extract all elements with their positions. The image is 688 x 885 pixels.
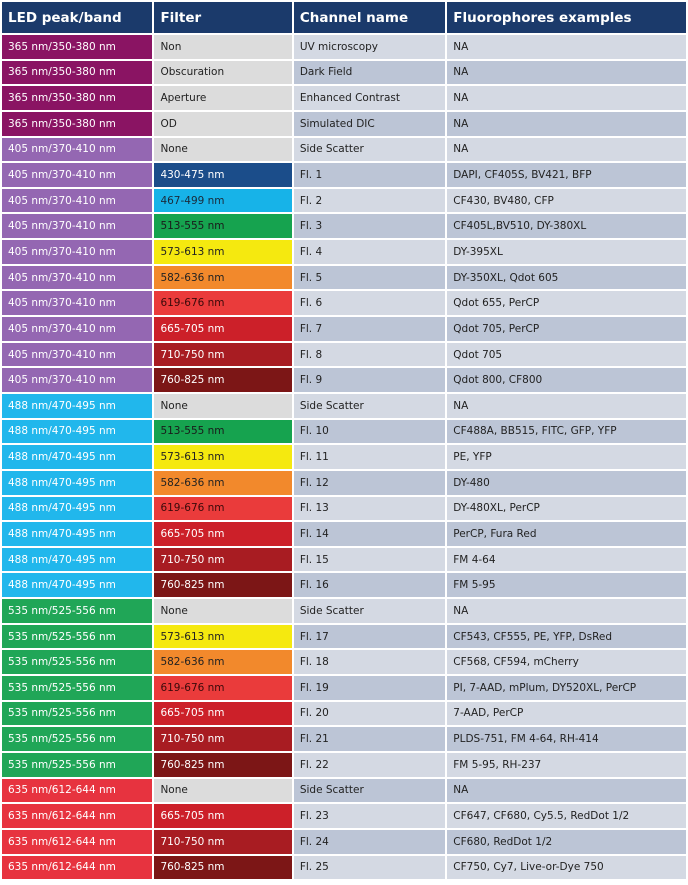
led-cell: 405 nm/370-410 nm <box>2 240 152 264</box>
header-channel: Channel name <box>294 2 445 33</box>
channel-cell: Fl. 13 <box>294 497 445 521</box>
led-cell: 405 nm/370-410 nm <box>2 317 152 341</box>
fluorophore-cell: Qdot 705 <box>447 343 686 367</box>
led-cell: 488 nm/470-495 nm <box>2 573 152 597</box>
channel-cell: Fl. 10 <box>294 420 445 444</box>
channel-cell: Fl. 3 <box>294 214 445 238</box>
channel-cell: Fl. 12 <box>294 471 445 495</box>
channel-cell: Fl. 7 <box>294 317 445 341</box>
fluorophore-cell: PE, YFP <box>447 445 686 469</box>
filter-cell: 760-825 nm <box>154 573 291 597</box>
fluorophore-cell: CF568, CF594, mCherry <box>447 650 686 674</box>
led-cell: 488 nm/470-495 nm <box>2 548 152 572</box>
fluorophore-cell: DAPI, CF405S, BV421, BFP <box>447 163 686 187</box>
table-row <box>2 112 686 136</box>
filter-cell: None <box>154 779 291 803</box>
filter-cell: 582-636 nm <box>154 471 291 495</box>
led-cell: 635 nm/612-644 nm <box>2 830 152 854</box>
channel-cell: Fl. 6 <box>294 291 445 315</box>
channel-cell: Fl. 25 <box>294 856 445 880</box>
filter-cell: 467-499 nm <box>154 189 291 213</box>
filter-cell: 573-613 nm <box>154 625 291 649</box>
led-cell: 635 nm/612-644 nm <box>2 804 152 828</box>
led-cell: 365 nm/350-380 nm <box>2 61 152 85</box>
table-row <box>2 343 686 367</box>
filter-cell: 513-555 nm <box>154 214 291 238</box>
header-row <box>2 2 686 33</box>
fluorophore-cell: NA <box>447 61 686 85</box>
channel-cell: Fl. 17 <box>294 625 445 649</box>
fluorophore-cell: NA <box>447 394 686 418</box>
fluorophore-cell: DY-480 <box>447 471 686 495</box>
header-filter: Filter <box>154 2 291 33</box>
table-row <box>2 61 686 85</box>
led-cell: 535 nm/525-556 nm <box>2 625 152 649</box>
channel-cell: Fl. 18 <box>294 650 445 674</box>
filter-cell: 710-750 nm <box>154 727 291 751</box>
filter-cell: OD <box>154 112 291 136</box>
fluorophore-cell: CF430, BV480, CFP <box>447 189 686 213</box>
channel-cell: Fl. 23 <box>294 804 445 828</box>
fluorophore-cell: DY-350XL, Qdot 605 <box>447 266 686 290</box>
channel-cell: Fl. 20 <box>294 702 445 726</box>
channel-cell: Fl. 11 <box>294 445 445 469</box>
table-row <box>2 753 686 777</box>
fluorophore-cell: NA <box>447 112 686 136</box>
filter-cell: 760-825 nm <box>154 368 291 392</box>
led-cell: 405 nm/370-410 nm <box>2 343 152 367</box>
table-row <box>2 497 686 521</box>
filter-cell: 582-636 nm <box>154 650 291 674</box>
header-fluorophores: Fluorophores examples <box>447 2 686 33</box>
filter-cell: 573-613 nm <box>154 240 291 264</box>
table-row <box>2 445 686 469</box>
channel-cell: Fl. 2 <box>294 189 445 213</box>
fluorophore-cell: CF750, Cy7, Live-or-Dye 750 <box>447 856 686 880</box>
led-cell: 365 nm/350-380 nm <box>2 35 152 59</box>
channel-cell: Fl. 16 <box>294 573 445 597</box>
table-row <box>2 240 686 264</box>
filter-cell: 665-705 nm <box>154 522 291 546</box>
led-cell: 405 nm/370-410 nm <box>2 291 152 315</box>
fluorophore-cell: NA <box>447 35 686 59</box>
fluorophore-cell: 7-AAD, PerCP <box>447 702 686 726</box>
fluorophore-cell: DY-480XL, PerCP <box>447 497 686 521</box>
table-row <box>2 420 686 444</box>
table-row <box>2 214 686 238</box>
led-cell: 405 nm/370-410 nm <box>2 266 152 290</box>
table-row <box>2 573 686 597</box>
led-cell: 635 nm/612-644 nm <box>2 779 152 803</box>
table-row <box>2 727 686 751</box>
fluorophore-cell: NA <box>447 779 686 803</box>
fluorophore-cell: CF680, RedDot 1/2 <box>447 830 686 854</box>
table-row <box>2 189 686 213</box>
filter-cell: 573-613 nm <box>154 445 291 469</box>
fluorophore-cell: PI, 7-AAD, mPlum, DY520XL, PerCP <box>447 676 686 700</box>
table-row <box>2 291 686 315</box>
led-cell: 635 nm/612-644 nm <box>2 856 152 880</box>
channel-cell: Fl. 19 <box>294 676 445 700</box>
fluorophore-cell: CF543, CF555, PE, YFP, DsRed <box>447 625 686 649</box>
table-row <box>2 856 686 880</box>
fluorophore-cell: FM 4-64 <box>447 548 686 572</box>
filter-cell: None <box>154 394 291 418</box>
filter-cell: Obscuration <box>154 61 291 85</box>
table-row <box>2 394 686 418</box>
filter-cell: 760-825 nm <box>154 753 291 777</box>
table-row <box>2 779 686 803</box>
led-cell: 535 nm/525-556 nm <box>2 753 152 777</box>
fluorophore-cell: PLDS-751, FM 4-64, RH-414 <box>447 727 686 751</box>
fluorophore-cell: FM 5-95 <box>447 573 686 597</box>
table-row <box>2 35 686 59</box>
channel-cell: Enhanced Contrast <box>294 86 445 110</box>
channel-cell: Fl. 5 <box>294 266 445 290</box>
led-cell: 488 nm/470-495 nm <box>2 445 152 469</box>
channel-cell: Fl. 4 <box>294 240 445 264</box>
channel-cell: UV microscopy <box>294 35 445 59</box>
led-cell: 488 nm/470-495 nm <box>2 420 152 444</box>
fluorophore-cell: PerCP, Fura Red <box>447 522 686 546</box>
table-row <box>2 650 686 674</box>
filter-cell: 619-676 nm <box>154 676 291 700</box>
fluorophore-cell: NA <box>447 86 686 110</box>
fluorophore-cell: Qdot 655, PerCP <box>447 291 686 315</box>
channel-cell: Dark Field <box>294 61 445 85</box>
fluorophore-cell: Qdot 800, CF800 <box>447 368 686 392</box>
led-cell: 535 nm/525-556 nm <box>2 676 152 700</box>
fluorophore-cell: CF647, CF680, Cy5.5, RedDot 1/2 <box>447 804 686 828</box>
filter-cell: Non <box>154 35 291 59</box>
filter-cell: 619-676 nm <box>154 291 291 315</box>
table-row <box>2 163 686 187</box>
fluorophore-cell: FM 5-95, RH-237 <box>447 753 686 777</box>
filter-cell: 665-705 nm <box>154 317 291 341</box>
header-led: LED peak/band <box>2 2 152 33</box>
led-cell: 535 nm/525-556 nm <box>2 650 152 674</box>
channel-cell: Side Scatter <box>294 779 445 803</box>
table-row <box>2 86 686 110</box>
channel-cell: Fl. 14 <box>294 522 445 546</box>
channel-cell: Simulated DIC <box>294 112 445 136</box>
led-cell: 488 nm/470-495 nm <box>2 394 152 418</box>
filter-cell: None <box>154 138 291 162</box>
table-row <box>2 548 686 572</box>
channel-cell: Side Scatter <box>294 599 445 623</box>
channel-cell: Fl. 21 <box>294 727 445 751</box>
table-row <box>2 266 686 290</box>
led-cell: 365 nm/350-380 nm <box>2 112 152 136</box>
channel-cell: Fl. 8 <box>294 343 445 367</box>
led-cell: 488 nm/470-495 nm <box>2 522 152 546</box>
channel-cell: Side Scatter <box>294 138 445 162</box>
table-row <box>2 368 686 392</box>
filter-cell: 760-825 nm <box>154 856 291 880</box>
led-cell: 535 nm/525-556 nm <box>2 599 152 623</box>
channel-cell: Fl. 15 <box>294 548 445 572</box>
filter-cell: 665-705 nm <box>154 702 291 726</box>
table-row <box>2 804 686 828</box>
channel-cell: Fl. 9 <box>294 368 445 392</box>
led-cell: 535 nm/525-556 nm <box>2 702 152 726</box>
filter-cell: 710-750 nm <box>154 343 291 367</box>
channel-cell: Fl. 22 <box>294 753 445 777</box>
fluorophore-cell: DY-395XL <box>447 240 686 264</box>
table-row <box>2 522 686 546</box>
channel-cell: Fl. 24 <box>294 830 445 854</box>
filter-cell: 710-750 nm <box>154 830 291 854</box>
table-row <box>2 138 686 162</box>
led-cell: 405 nm/370-410 nm <box>2 189 152 213</box>
table-row <box>2 676 686 700</box>
led-cell: 535 nm/525-556 nm <box>2 727 152 751</box>
fluorophore-cell: NA <box>447 138 686 162</box>
table-row <box>2 599 686 623</box>
filter-cell: 665-705 nm <box>154 804 291 828</box>
filter-cell: 619-676 nm <box>154 497 291 521</box>
channel-cell: Side Scatter <box>294 394 445 418</box>
filter-cell: 710-750 nm <box>154 548 291 572</box>
fluorophore-cell: CF488A, BB515, FITC, GFP, YFP <box>447 420 686 444</box>
led-cell: 488 nm/470-495 nm <box>2 471 152 495</box>
filter-cell: Aperture <box>154 86 291 110</box>
fluorophore-cell: NA <box>447 599 686 623</box>
fluorophore-cell: Qdot 705, PerCP <box>447 317 686 341</box>
table-row <box>2 830 686 854</box>
led-cell: 365 nm/350-380 nm <box>2 86 152 110</box>
led-cell: 488 nm/470-495 nm <box>2 497 152 521</box>
led-cell: 405 nm/370-410 nm <box>2 214 152 238</box>
table-row <box>2 702 686 726</box>
led-cell: 405 nm/370-410 nm <box>2 138 152 162</box>
filter-cell: 513-555 nm <box>154 420 291 444</box>
filter-cell: None <box>154 599 291 623</box>
table-row <box>2 317 686 341</box>
table-row <box>2 625 686 649</box>
led-cell: 405 nm/370-410 nm <box>2 163 152 187</box>
filter-cell: 430-475 nm <box>154 163 291 187</box>
filter-cell: 582-636 nm <box>154 266 291 290</box>
fluorophore-cell: CF405L,BV510, DY-380XL <box>447 214 686 238</box>
channel-cell: Fl. 1 <box>294 163 445 187</box>
table-row <box>2 471 686 495</box>
led-cell: 405 nm/370-410 nm <box>2 368 152 392</box>
